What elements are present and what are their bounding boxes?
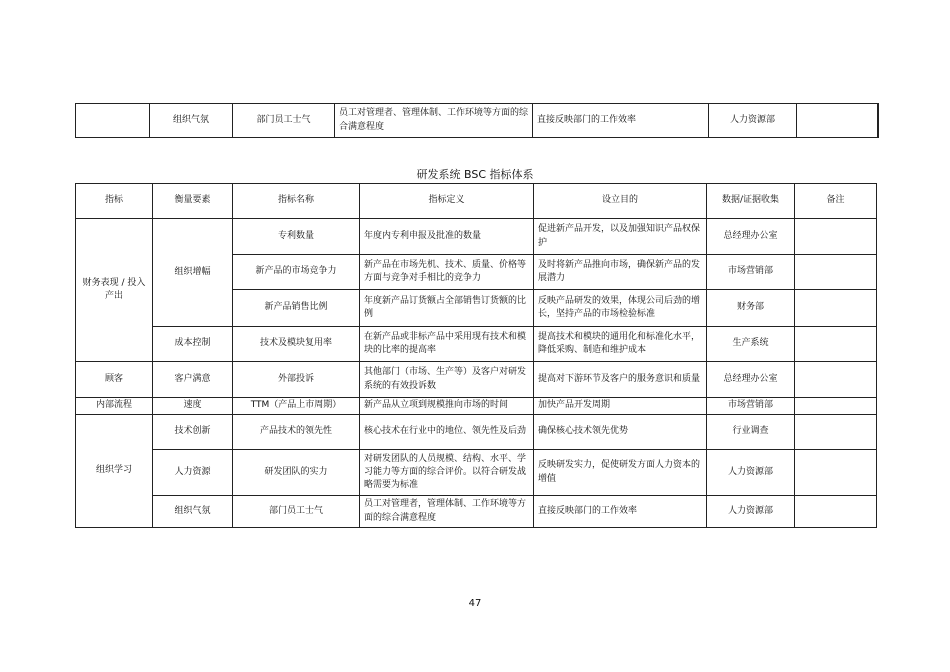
cell-purpose: 及时将新产品推向市场，确保新产品的发展潜力 xyxy=(534,255,707,290)
page-number: 47 xyxy=(468,598,482,609)
cell-note xyxy=(797,104,878,138)
cell-data-source: 总经理办公室 xyxy=(707,362,795,398)
table-row xyxy=(76,219,877,255)
cell-element: 速度 xyxy=(153,398,233,415)
cell-purpose: 促进新产品开发，以及加强知识产品权保护 xyxy=(534,219,707,255)
header-element: 衡量要素 xyxy=(153,184,233,219)
cell-indicator xyxy=(76,104,150,138)
cell-note xyxy=(795,362,877,398)
cell-name: 外部投诉 xyxy=(233,362,360,398)
cell-name: 产品技术的领先性 xyxy=(233,415,360,450)
cell-name: TTM（产品上市周期） xyxy=(233,398,360,415)
cell-note xyxy=(795,290,877,327)
cell-note xyxy=(795,398,877,415)
cell-element: 组织气氛 xyxy=(153,496,233,528)
cell-data-source: 行业调查 xyxy=(707,415,795,450)
cell-definition: 在新产品或非标产品中采用现有技术和模块的比率的提高率 xyxy=(360,327,534,362)
cell-name: 技术及模块复用率 xyxy=(233,327,360,362)
cell-element: 技术创新 xyxy=(153,415,233,450)
cell-note xyxy=(795,496,877,528)
table-row xyxy=(76,362,877,398)
table-row xyxy=(76,450,877,496)
cell-data-source: 市场营销部 xyxy=(707,398,795,415)
cell-purpose: 反映研发实力，促使研发方面人力资本的增值 xyxy=(534,450,707,496)
table-row xyxy=(76,104,878,138)
cell-data-source: 生产系统 xyxy=(707,327,795,362)
cell-definition: 其他部门（市场、生产等）及客户对研发系统的有效投诉数 xyxy=(360,362,534,398)
cell-name: 部门员工士气 xyxy=(233,104,335,138)
header-purpose: 设立目的 xyxy=(534,184,707,219)
cell-data-source: 人力资源部 xyxy=(709,104,797,138)
table-title: 研发系统 BSC 指标体系 xyxy=(416,168,534,181)
cell-element: 成本控制 xyxy=(153,327,233,362)
header-indicator: 指标 xyxy=(76,184,153,219)
continued-table-row xyxy=(75,103,879,138)
cell-note xyxy=(795,255,877,290)
cell-data-source: 人力资源部 xyxy=(707,496,795,528)
cell-note xyxy=(795,415,877,450)
table-row xyxy=(76,398,877,415)
table-row xyxy=(76,327,877,362)
header-note: 备注 xyxy=(795,184,877,219)
cell-note xyxy=(795,219,877,255)
cell-data-source: 财务部 xyxy=(707,290,795,327)
cell-purpose: 直接反映部门的工作效率 xyxy=(534,496,707,528)
group-finance: 财务表现 / 投入产出 xyxy=(76,219,153,362)
cell-definition: 新产品在市场先机、技术、质量、价格等方面与竞争对手相比的竞争力 xyxy=(360,255,534,290)
cell-data-source: 人力资源部 xyxy=(707,450,795,496)
cell-element: 组织气氛 xyxy=(150,104,233,138)
group-learning: 组织学习 xyxy=(76,415,153,528)
cell-element: 客户满意 xyxy=(153,362,233,398)
header-definition: 指标定义 xyxy=(360,184,534,219)
cell-definition: 年度内专利申报及批准的数量 xyxy=(360,219,534,255)
bsc-indicator-table xyxy=(75,183,877,528)
cell-data-source: 总经理办公室 xyxy=(707,219,795,255)
cell-element: 组织增幅 xyxy=(153,219,233,327)
cell-purpose: 提高技术和模块的通用化和标准化水平，降低采购、制造和维护成本 xyxy=(534,327,707,362)
cell-purpose: 确保核心技术领先优势 xyxy=(534,415,707,450)
cell-name: 新产品销售比例 xyxy=(233,290,360,327)
cell-definition: 新产品从立项到规模推向市场的时间 xyxy=(360,398,534,415)
header-name: 指标名称 xyxy=(233,184,360,219)
cell-definition: 员工对管理者，管理体制、工作环境等方面的综合满意程度 xyxy=(360,496,534,528)
cell-purpose: 提高对下游环节及客户的服务意识和质量 xyxy=(534,362,707,398)
cell-definition: 核心技术在行业中的地位、领先性及后劲 xyxy=(360,415,534,450)
cell-data-source: 市场营销部 xyxy=(707,255,795,290)
cell-note xyxy=(795,450,877,496)
table-row xyxy=(76,496,877,528)
cell-purpose: 加快产品开发周期 xyxy=(534,398,707,415)
cell-name: 新产品的市场竞争力 xyxy=(233,255,360,290)
cell-definition: 年度新产品订货额占全部销售订货额的比例 xyxy=(360,290,534,327)
header-data-source: 数据/证据收集 xyxy=(707,184,795,219)
cell-purpose: 反映产品研发的效果，体现公司后劲的增长，坚持产品的市场检验标准 xyxy=(534,290,707,327)
table-row xyxy=(76,415,877,450)
cell-purpose: 直接反映部门的工作效率 xyxy=(533,104,709,138)
header-row xyxy=(76,184,877,219)
cell-name: 部门员工士气 xyxy=(233,496,360,528)
cell-name: 研发团队的实力 xyxy=(233,450,360,496)
group-customer: 顾客 xyxy=(76,362,153,398)
cell-definition: 员工对管理者、管理体制、工作环境等方面的综合满意程度 xyxy=(335,104,533,138)
cell-element: 人力资源 xyxy=(153,450,233,496)
cell-definition: 对研发团队的人员规模、结构、水平、学习能力等方面的综合评价。以符合研发战略需要为标准 xyxy=(360,450,534,496)
cell-note xyxy=(795,327,877,362)
group-internal: 内部流程 xyxy=(76,398,153,415)
cell-name: 专利数量 xyxy=(233,219,360,255)
